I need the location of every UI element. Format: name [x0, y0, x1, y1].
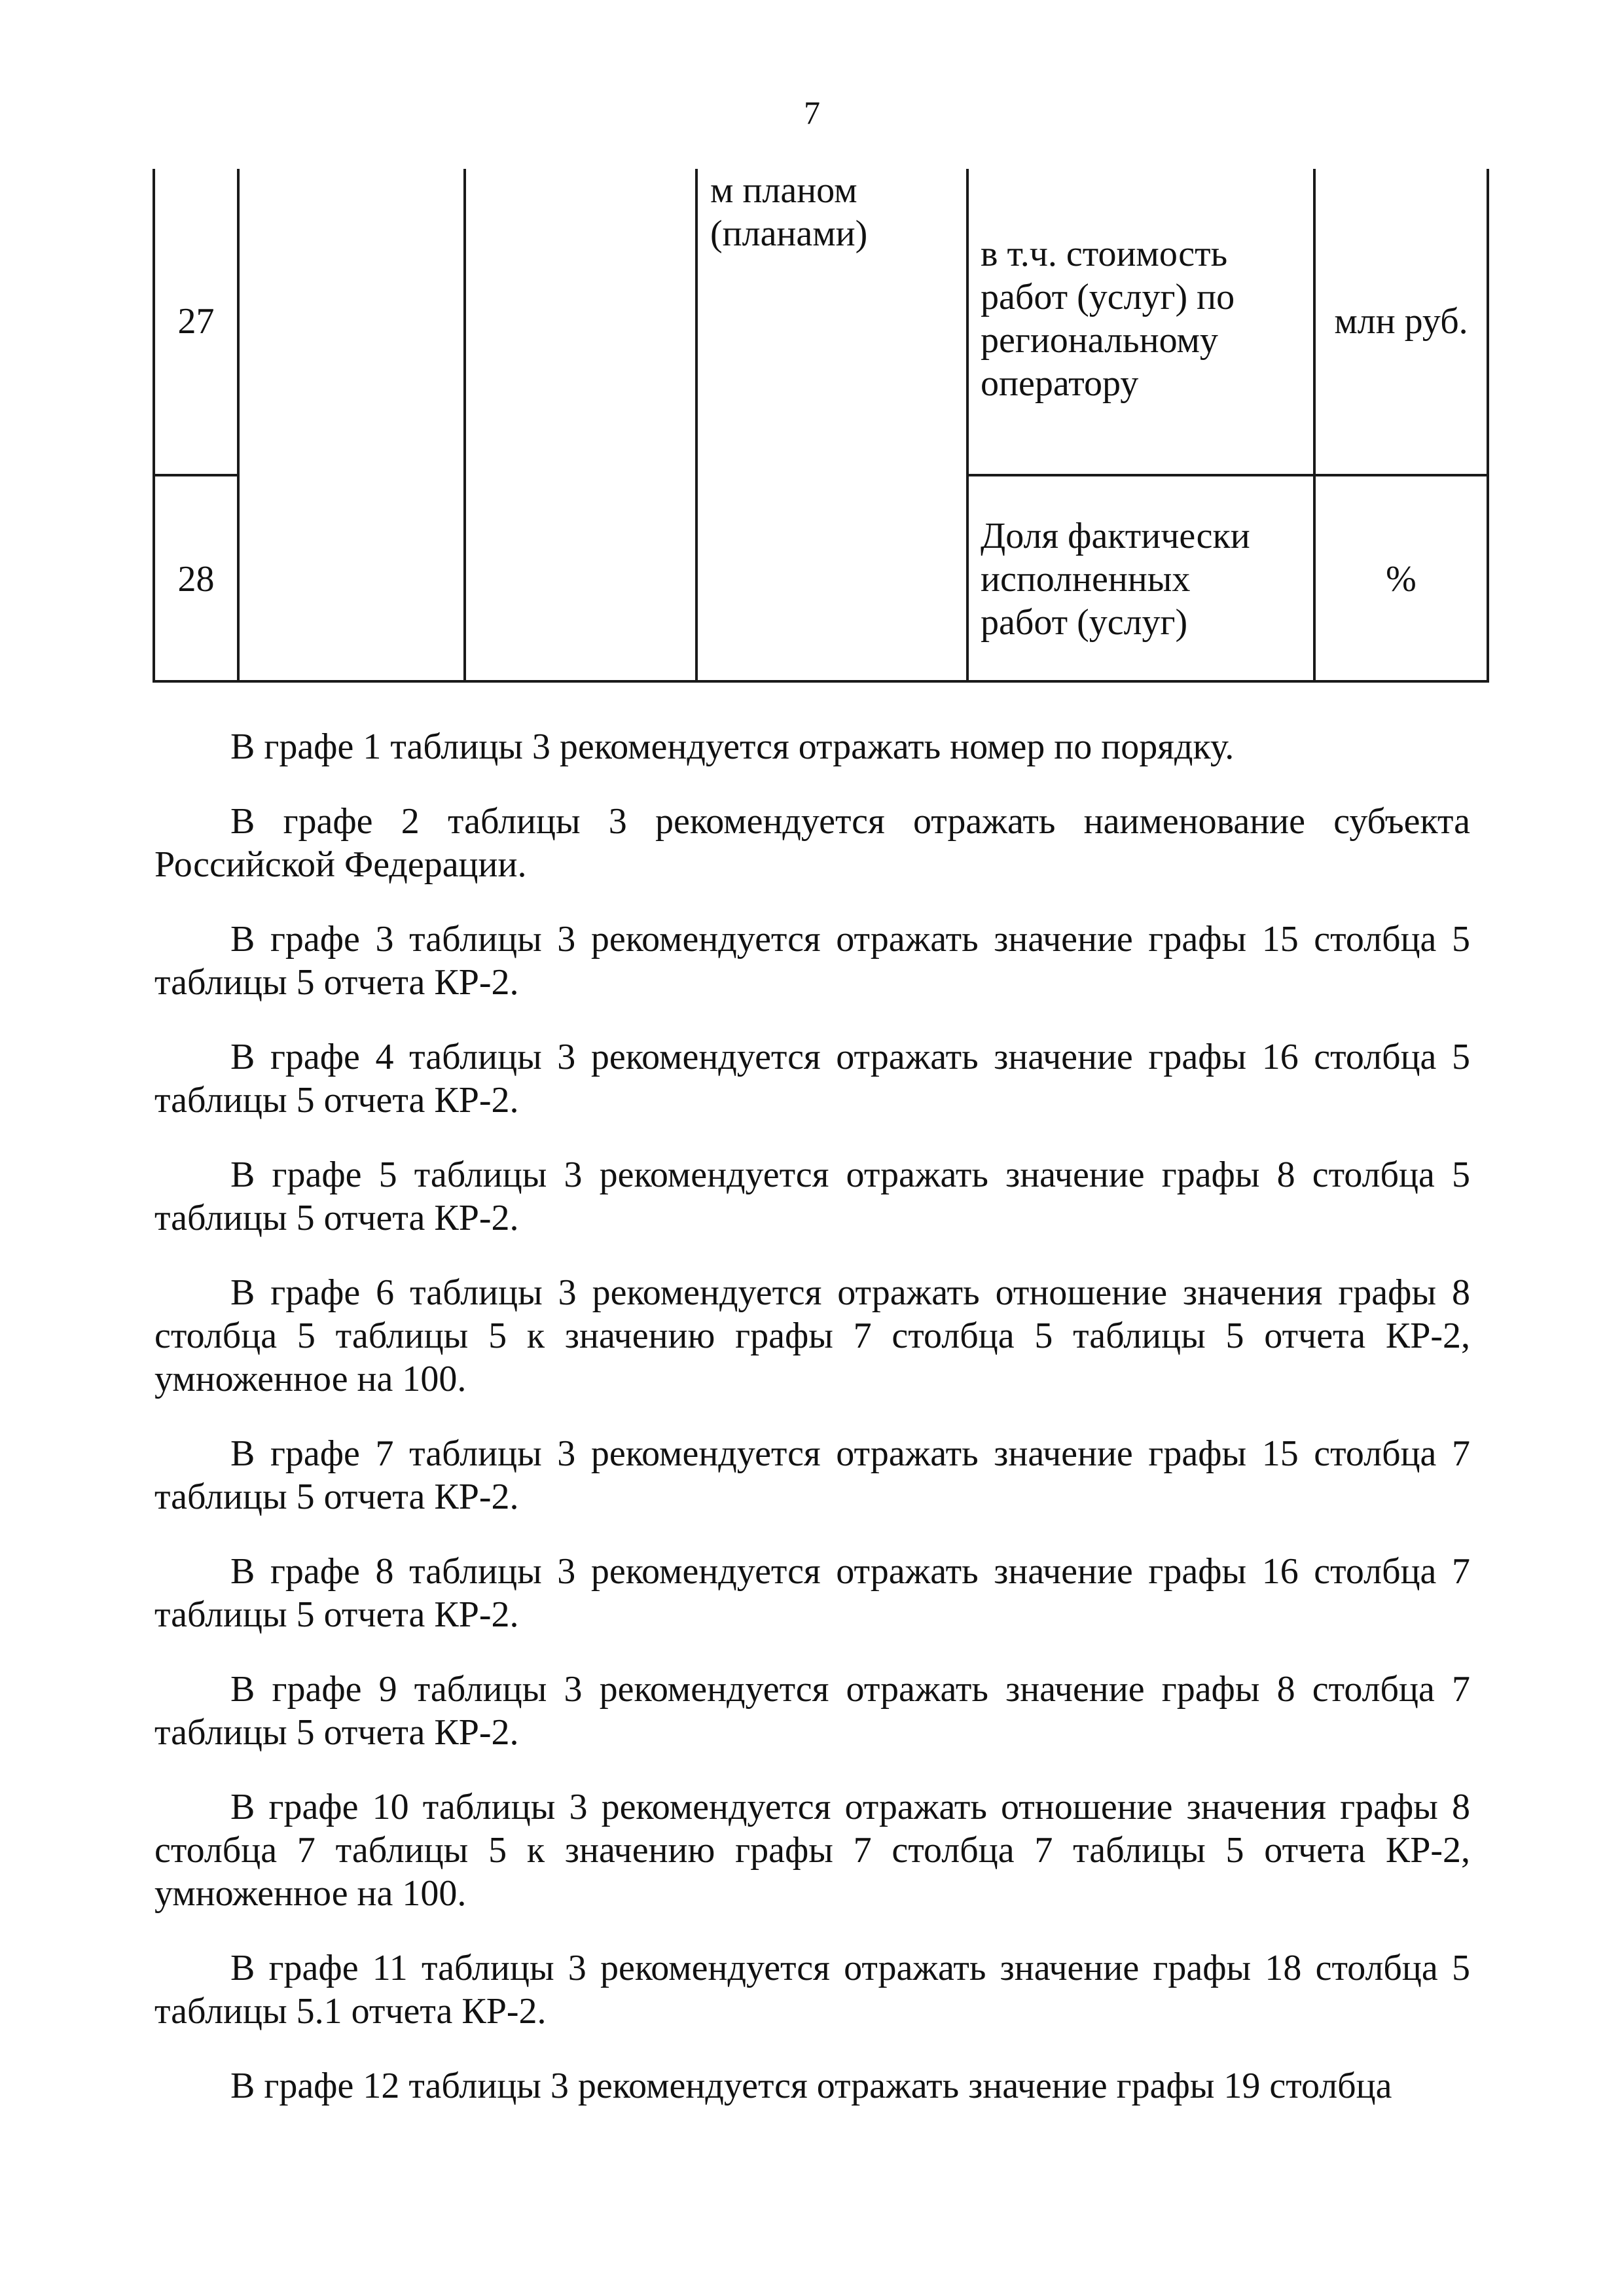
indicator-table: [153, 169, 1489, 683]
paragraph-column-12: В графе 12 таблицы 3 рекомендуется отражать значение графы 19 столбца: [230, 2066, 1392, 2106]
paragraph-column-11: В графе 11 таблицы 3 рекомендуется отражать значение графы 18 столбца 5 таблицы 5.1 отчета КР-2.: [154, 1948, 1470, 2032]
table-border-left: [153, 169, 155, 683]
col4-line: (планами): [710, 213, 868, 254]
row-27-col4-continued: [710, 169, 959, 255]
indicator-line: работ (услуг) по: [981, 277, 1235, 317]
paragraph-column-2: В графе 2 таблицы 3 рекомендуется отражать наименование субъекта Российской Федерации.: [154, 801, 1470, 885]
paragraph-column-8: В графе 8 таблицы 3 рекомендуется отражать значение графы 16 столбца 7 таблицы 5 отчета КР-2.: [154, 1551, 1470, 1635]
table-border-right: [1487, 169, 1489, 683]
paragraph-column-7: В графе 7 таблицы 3 рекомендуется отражать значение графы 15 столбца 7 таблицы 5 отчета КР-2.: [154, 1433, 1470, 1517]
row-divider-col1: [153, 474, 238, 476]
table-divider-col2: [463, 169, 466, 683]
table-divider-col3: [695, 169, 698, 683]
row-28-indicator: [981, 514, 1308, 644]
paragraph-column-5: В графе 5 таблицы 3 рекомендуется отражать значение графы 8 столбца 5 таблицы 5 отчета КР-2.: [154, 1155, 1470, 1238]
table-divider-col5: [1313, 169, 1316, 683]
paragraph-column-6: В графе 6 таблицы 3 рекомендуется отражать отношение значения графы 8 столбца 5 таблицы 5 к значению графы 7 столбца 5 таблицы 5 отчета КР-2, умноженное на 100.: [154, 1272, 1470, 1399]
table-border-bottom: [153, 680, 1489, 683]
paragraph-column-9: В графе 9 таблицы 3 рекомендуется отражать значение графы 8 столбца 7 таблицы 5 отчета КР-2.: [154, 1669, 1470, 1753]
indicator-line: исполненных: [981, 559, 1191, 600]
indicator-line: работ (услуг): [981, 602, 1188, 643]
paragraph-column-1: В графе 1 таблицы 3 рекомендуется отражать номер по порядку.: [230, 726, 1235, 767]
indicator-line: оператору: [981, 363, 1139, 404]
table-divider-col1: [237, 169, 240, 683]
instructions-text: [154, 725, 1470, 2139]
row-divider-indicator: [966, 474, 1489, 476]
indicator-line: в т.ч. стоимость: [981, 234, 1228, 274]
row-28-number: 28: [177, 559, 215, 600]
col4-line: м планом: [710, 170, 857, 211]
row-27-unit: млн руб.: [1334, 301, 1468, 342]
row-27-number: 27: [177, 301, 215, 342]
row-27-indicator: [981, 232, 1308, 405]
paragraph-column-3: В графе 3 таблицы 3 рекомендуется отражать значение графы 15 столбца 5 таблицы 5 отчета КР-2.: [154, 919, 1470, 1003]
paragraph-column-10: В графе 10 таблицы 3 рекомендуется отражать отношение значения графы 8 столбца 7 таблицы 5 к значению графы 7 столбца 7 таблицы 5 отчета КР-2, умноженное на 100.: [154, 1787, 1470, 1914]
indicator-line: Доля фактически: [981, 516, 1250, 556]
row-28-unit: %: [1386, 559, 1416, 600]
indicator-line: региональному: [981, 320, 1218, 361]
paragraph-column-4: В графе 4 таблицы 3 рекомендуется отражать значение графы 16 столбца 5 таблицы 5 отчета КР-2.: [154, 1037, 1470, 1121]
page-number: 7: [804, 94, 820, 131]
table-divider-col4: [966, 169, 969, 683]
